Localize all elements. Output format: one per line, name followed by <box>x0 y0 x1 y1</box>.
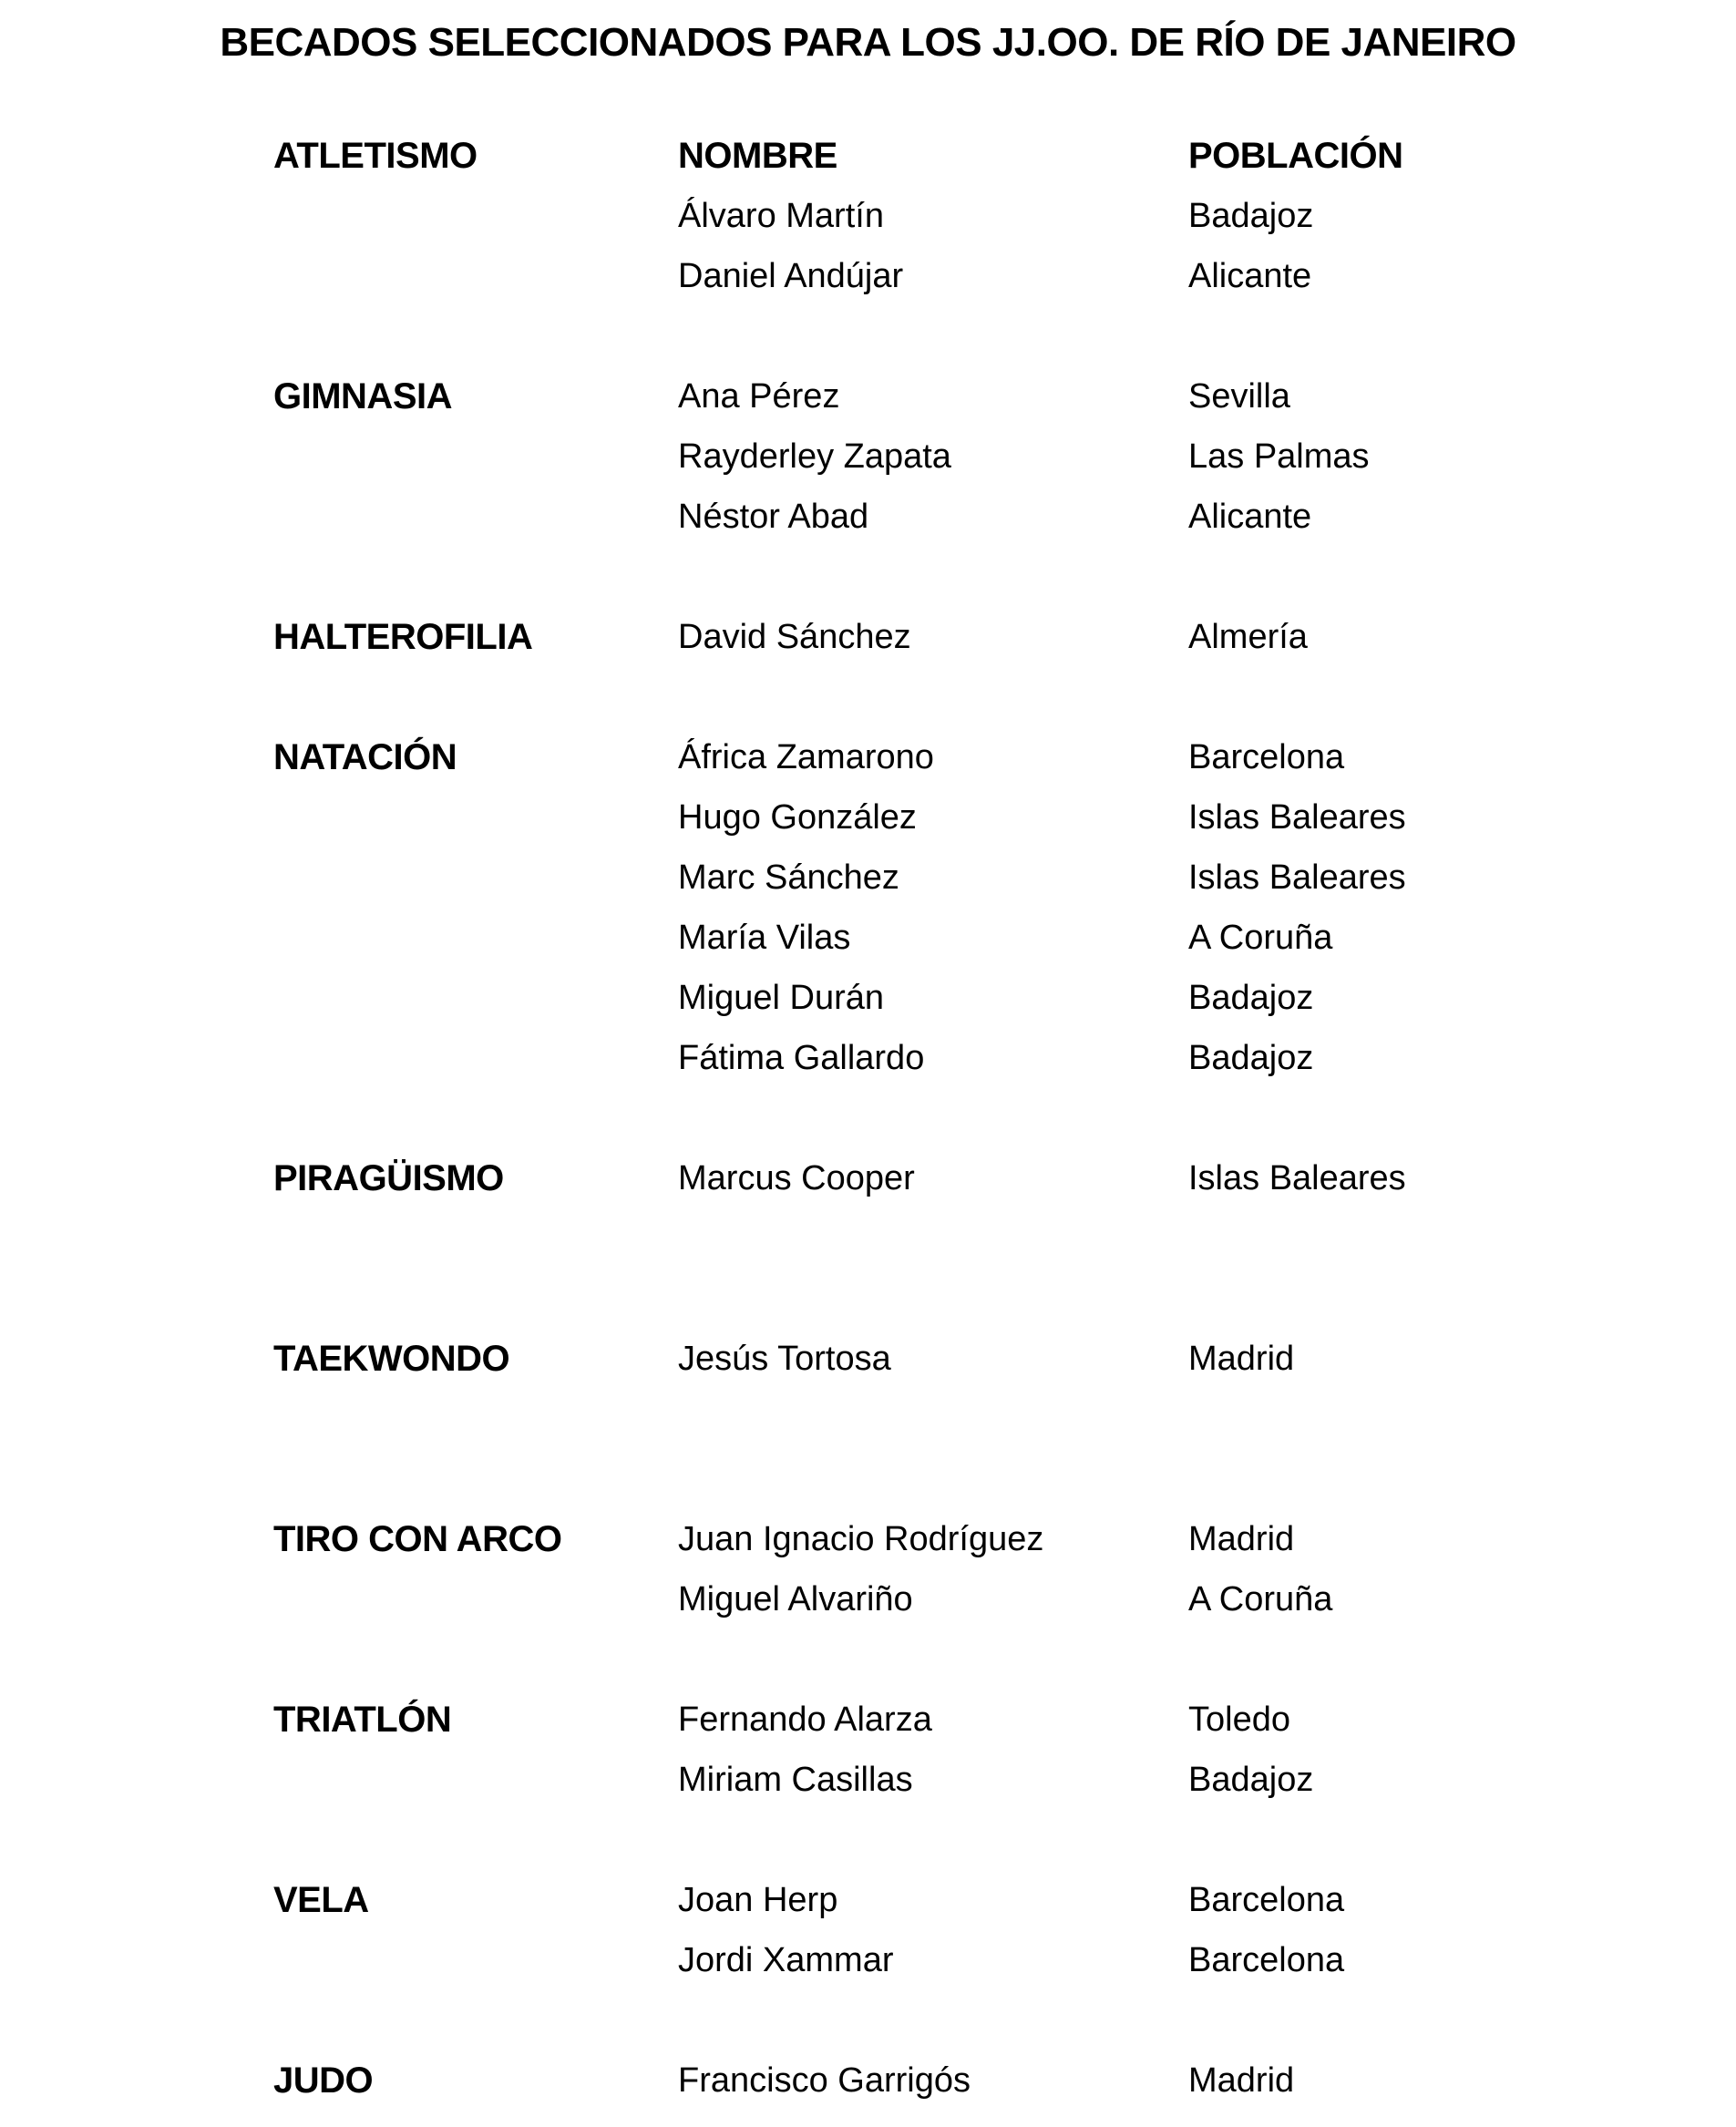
athlete-population: Islas Baleares <box>1188 858 1406 897</box>
table-row <box>0 426 1736 487</box>
table-row <box>0 487 1736 547</box>
table-row <box>0 1750 1736 1810</box>
table-row <box>0 1569 1736 1629</box>
table-row <box>0 1028 1736 1088</box>
athlete-name: María Vilas <box>678 919 851 957</box>
athlete-population: Badajoz <box>1188 979 1314 1017</box>
table-row <box>0 908 1736 968</box>
athlete-population: Las Palmas <box>1188 437 1370 476</box>
athlete-name: David Sánchez <box>678 618 911 656</box>
athlete-population: Toledo <box>1188 1701 1290 1739</box>
sport-heading: PIRAGÜISMO <box>273 1158 504 1198</box>
table-row <box>0 787 1736 848</box>
athlete-name: Marcus Cooper <box>678 1159 915 1197</box>
spacer <box>0 1629 1736 1690</box>
sport-heading: GIMNASIA <box>273 376 452 416</box>
sport-heading: ATLETISMO <box>273 136 478 176</box>
athlete-population: Alicante <box>1188 498 1312 536</box>
table-header-row <box>0 126 1736 186</box>
sport-heading: TRIATLÓN <box>273 1700 452 1740</box>
athlete-population: Badajoz <box>1188 197 1314 235</box>
athlete-population: Islas Baleares <box>1188 798 1406 837</box>
table-row <box>0 186 1736 246</box>
sport-heading: TAEKWONDO <box>273 1339 510 1379</box>
table-row <box>0 1509 1736 1569</box>
spacer <box>0 1810 1736 1870</box>
athlete-population: A Coruña <box>1188 919 1333 957</box>
athlete-population: Badajoz <box>1188 1761 1314 1799</box>
athlete-name: Néstor Abad <box>678 498 869 536</box>
athlete-name: África Zamarono <box>678 738 934 776</box>
athlete-population: Barcelona <box>1188 738 1345 776</box>
table-row <box>0 1930 1736 1990</box>
athlete-population: Sevilla <box>1188 377 1290 416</box>
athlete-name: Francisco Garrigós <box>678 2061 971 2100</box>
sport-heading: VELA <box>273 1880 369 1920</box>
athlete-population: Badajoz <box>1188 1039 1314 1077</box>
table-row <box>0 727 1736 787</box>
athlete-name: Miguel Alvariño <box>678 1580 913 1618</box>
athlete-population: Madrid <box>1188 2061 1295 2100</box>
table-row <box>0 1329 1736 1389</box>
table-row <box>0 848 1736 908</box>
athlete-population: Alicante <box>1188 257 1312 295</box>
table-row <box>0 1148 1736 1208</box>
table-row <box>0 366 1736 426</box>
spacer <box>0 1389 1736 1509</box>
athlete-name: Miguel Durán <box>678 979 884 1017</box>
athlete-population: Barcelona <box>1188 1941 1345 1979</box>
athlete-population: Madrid <box>1188 1340 1295 1378</box>
spacer <box>0 306 1736 366</box>
athlete-population: Barcelona <box>1188 1881 1345 1919</box>
table-row <box>0 2050 1736 2111</box>
table-row <box>0 246 1736 306</box>
spacer <box>0 1990 1736 2050</box>
athlete-name: Jordi Xammar <box>678 1941 894 1979</box>
table-row <box>0 968 1736 1028</box>
athlete-name: Rayderley Zapata <box>678 437 951 476</box>
athlete-name: Fátima Gallardo <box>678 1039 925 1077</box>
spacer <box>0 1208 1736 1329</box>
athlete-name: Joan Herp <box>678 1881 838 1919</box>
spacer <box>0 667 1736 727</box>
athlete-name: Ana Pérez <box>678 377 840 416</box>
athlete-name: Miriam Casillas <box>678 1761 913 1799</box>
table-row <box>0 1870 1736 1930</box>
athlete-name: Marc Sánchez <box>678 858 899 897</box>
sport-heading: JUDO <box>273 2060 374 2101</box>
column-header-poblacion: POBLACIÓN <box>1188 136 1403 176</box>
table-row <box>0 607 1736 667</box>
athlete-population: Islas Baleares <box>1188 1159 1406 1197</box>
athlete-name: Jesús Tortosa <box>678 1340 891 1378</box>
sport-heading: TIRO CON ARCO <box>273 1519 562 1559</box>
athlete-name: Daniel Andújar <box>678 257 904 295</box>
athlete-population: Almería <box>1188 618 1308 656</box>
spacer <box>0 73 1736 126</box>
sport-heading: NATACIÓN <box>273 737 457 777</box>
sport-heading: HALTEROFILIA <box>273 617 533 657</box>
column-header-nombre: NOMBRE <box>678 136 837 176</box>
athlete-name: Hugo González <box>678 798 917 837</box>
spacer <box>0 1088 1736 1148</box>
spacer <box>0 547 1736 607</box>
athlete-population: Madrid <box>1188 1520 1295 1558</box>
athlete-population: A Coruña <box>1188 1580 1333 1618</box>
athlete-name: Juan Ignacio Rodríguez <box>678 1520 1044 1558</box>
athlete-name: Álvaro Martín <box>678 197 884 235</box>
document-title: BECADOS SELECCIONADOS PARA LOS JJ.OO. DE RÍO DE JANEIRO <box>220 20 1516 65</box>
athlete-name: Fernando Alarza <box>678 1701 932 1739</box>
table-row <box>0 1690 1736 1750</box>
